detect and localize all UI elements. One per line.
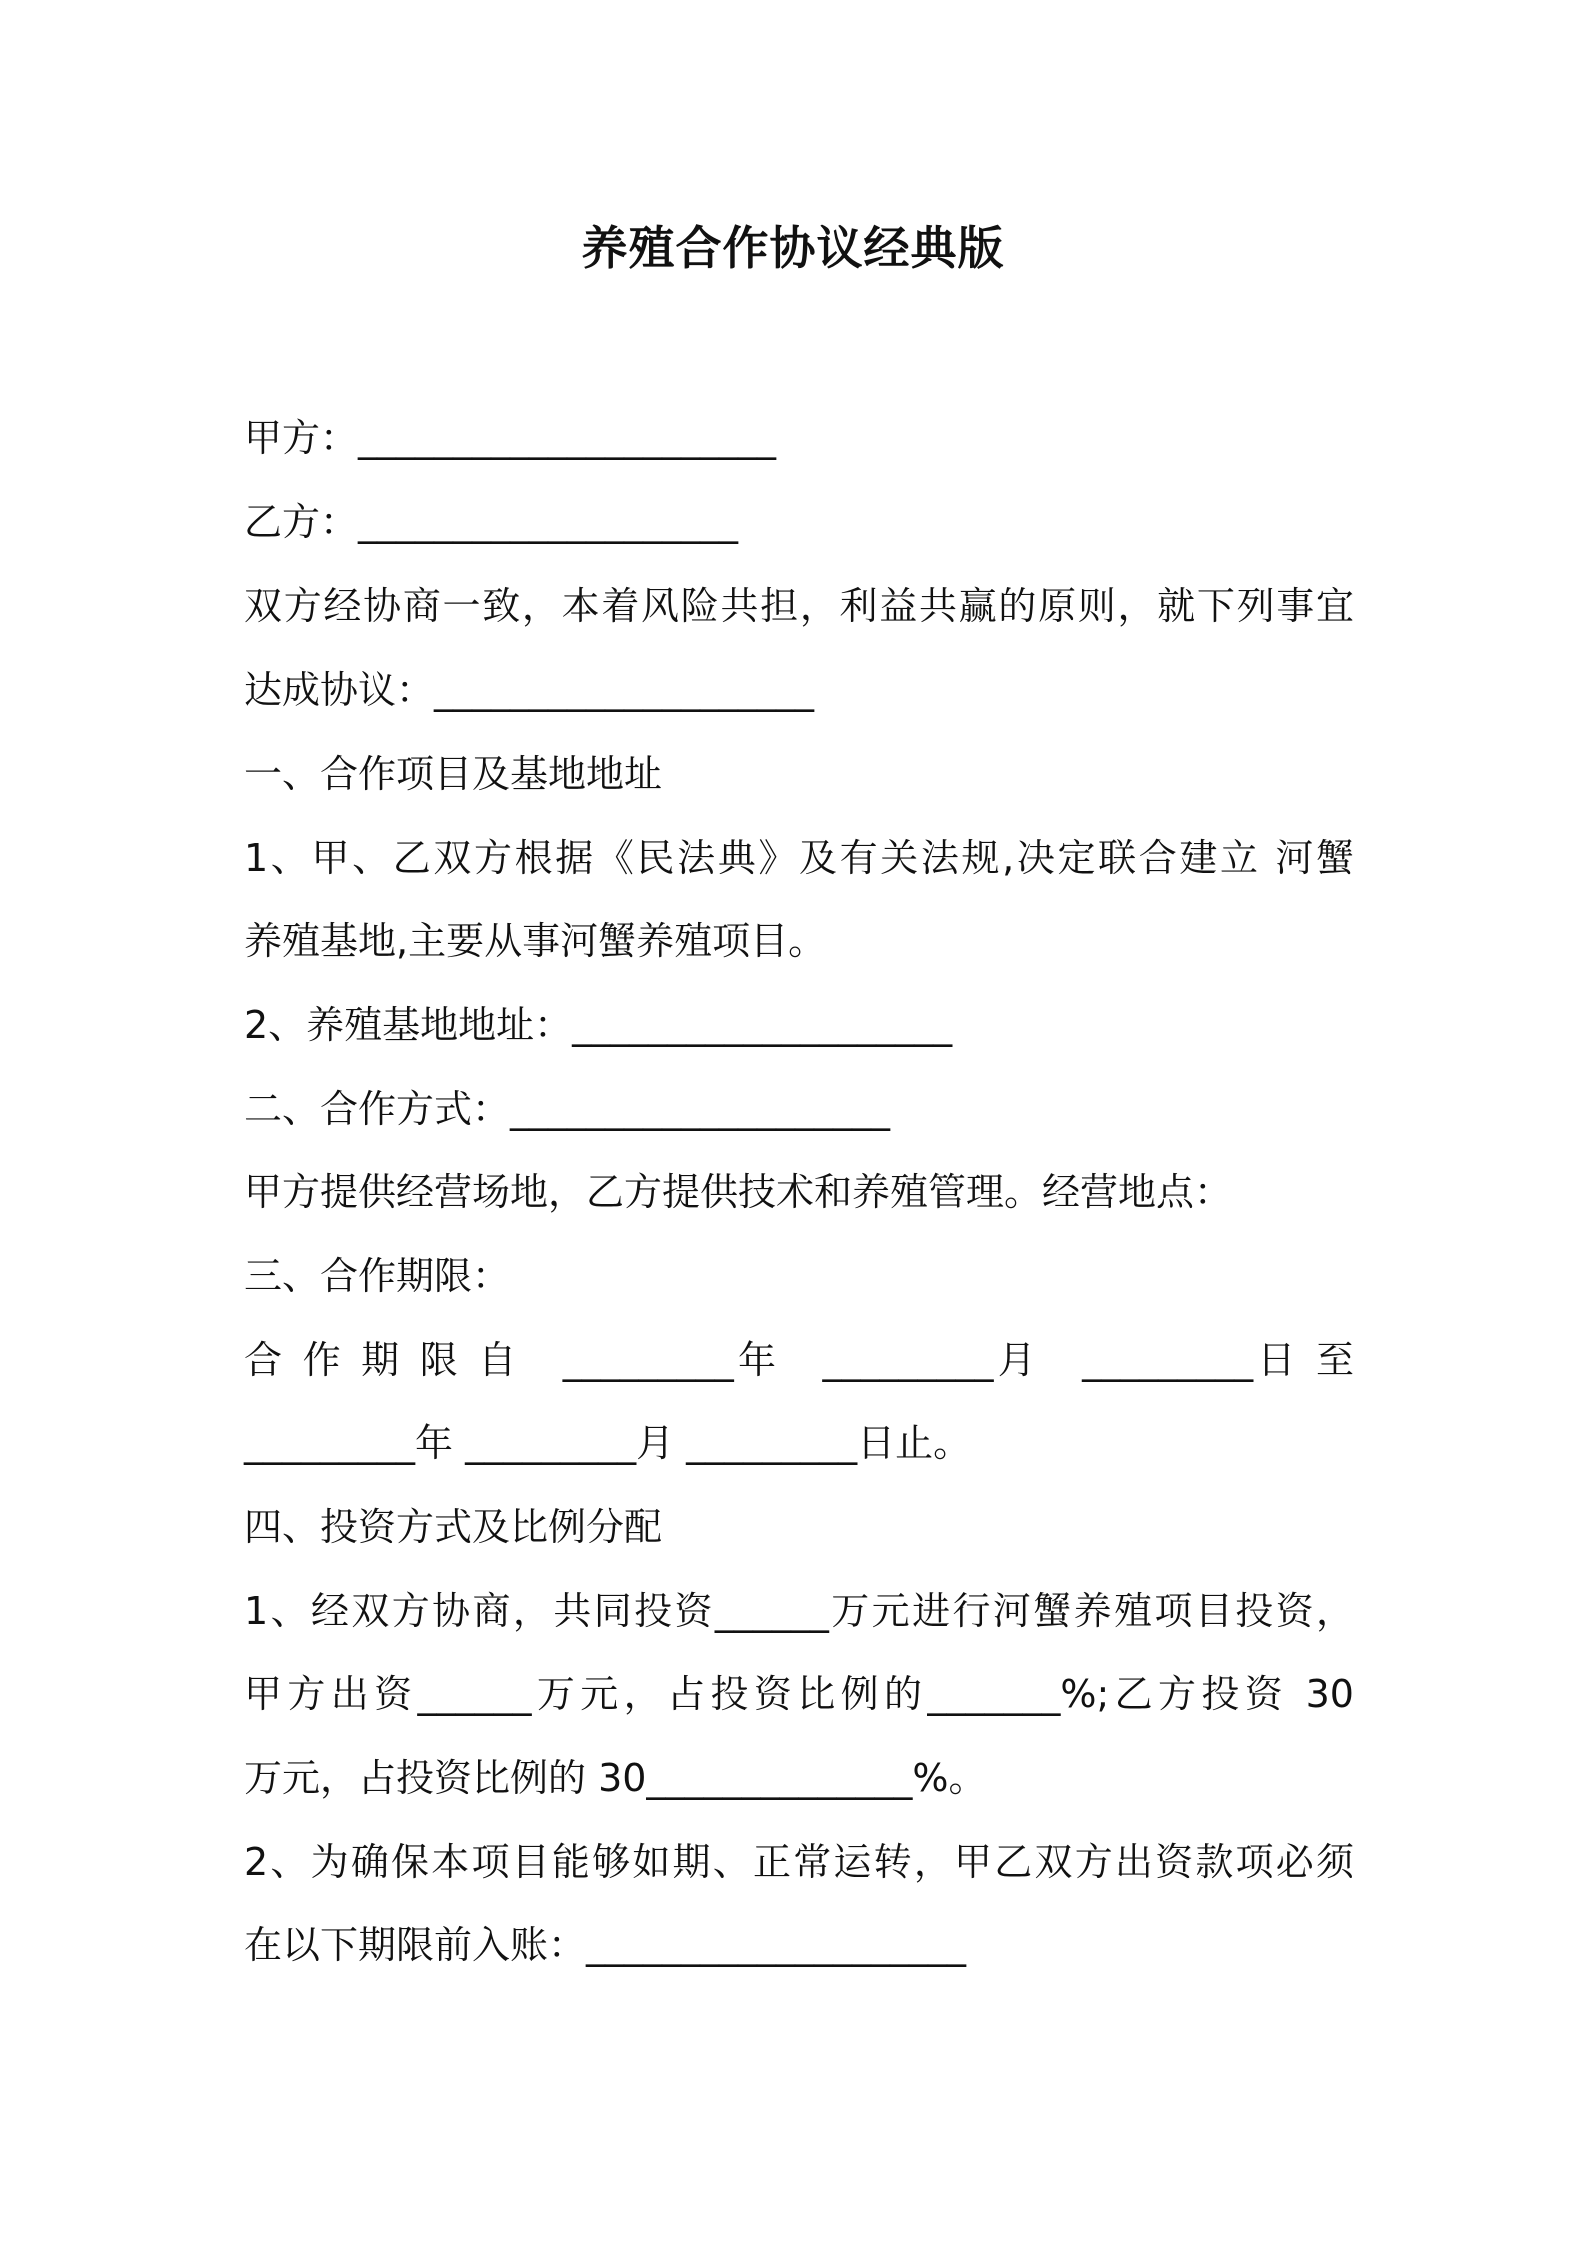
clause-4-1-line-1: 1、经双方协商，共同投资______万元进行河蟹养殖项目投资，: [244, 1589, 1354, 1633]
clause-4-2-line-1: 2、为确保本项目能够如期、正常运转，甲乙双方出资款项必须: [244, 1840, 1354, 1884]
clause-2-line: 甲方提供经营场地，乙方提供技术和养殖管理。经营地点：: [244, 1170, 1233, 1214]
term-line-1: 合 作 期 限 自 _________年 _________月 _________日 至: [244, 1338, 1354, 1382]
section-heading-1: 一、合作项目及基地地址: [244, 752, 663, 796]
party-a-line: 甲方：______________________: [244, 416, 777, 460]
document-title: 养殖合作协议经典版: [581, 221, 1005, 275]
preamble-line-2: 达成协议：____________________: [244, 668, 815, 712]
clause-1-1-line-1: 1、甲、乙双方根据《民法典》及有关法规,决定联合建立 河蟹: [244, 836, 1354, 880]
preamble-line-1: 双方经协商一致，本着风险共担，利益共赢的原则，就下列事宜: [244, 584, 1354, 628]
clause-1-1-line-2: 养殖基地,主要从事河蟹养殖项目。: [244, 919, 827, 963]
term-line-2: _________年 _________月 _________日止。: [244, 1421, 972, 1465]
party-b-line: 乙方：____________________: [244, 500, 739, 544]
section-heading-2: 二、合作方式：____________________: [244, 1087, 891, 1131]
section-heading-3: 三、合作期限：: [244, 1254, 511, 1298]
section-heading-4: 四、投资方式及比例分配: [244, 1505, 663, 1549]
clause-4-2-line-2: 在以下期限前入账：____________________: [244, 1923, 967, 1967]
clause-4-1-line-3: 万元，占投资比例的 30______________%。: [244, 1756, 987, 1800]
clause-4-1-line-2: 甲方出资______万元，占投资比例的_______%;乙方投资 30: [244, 1672, 1354, 1716]
clause-1-2-line: 2、养殖基地地址：____________________: [244, 1003, 953, 1047]
